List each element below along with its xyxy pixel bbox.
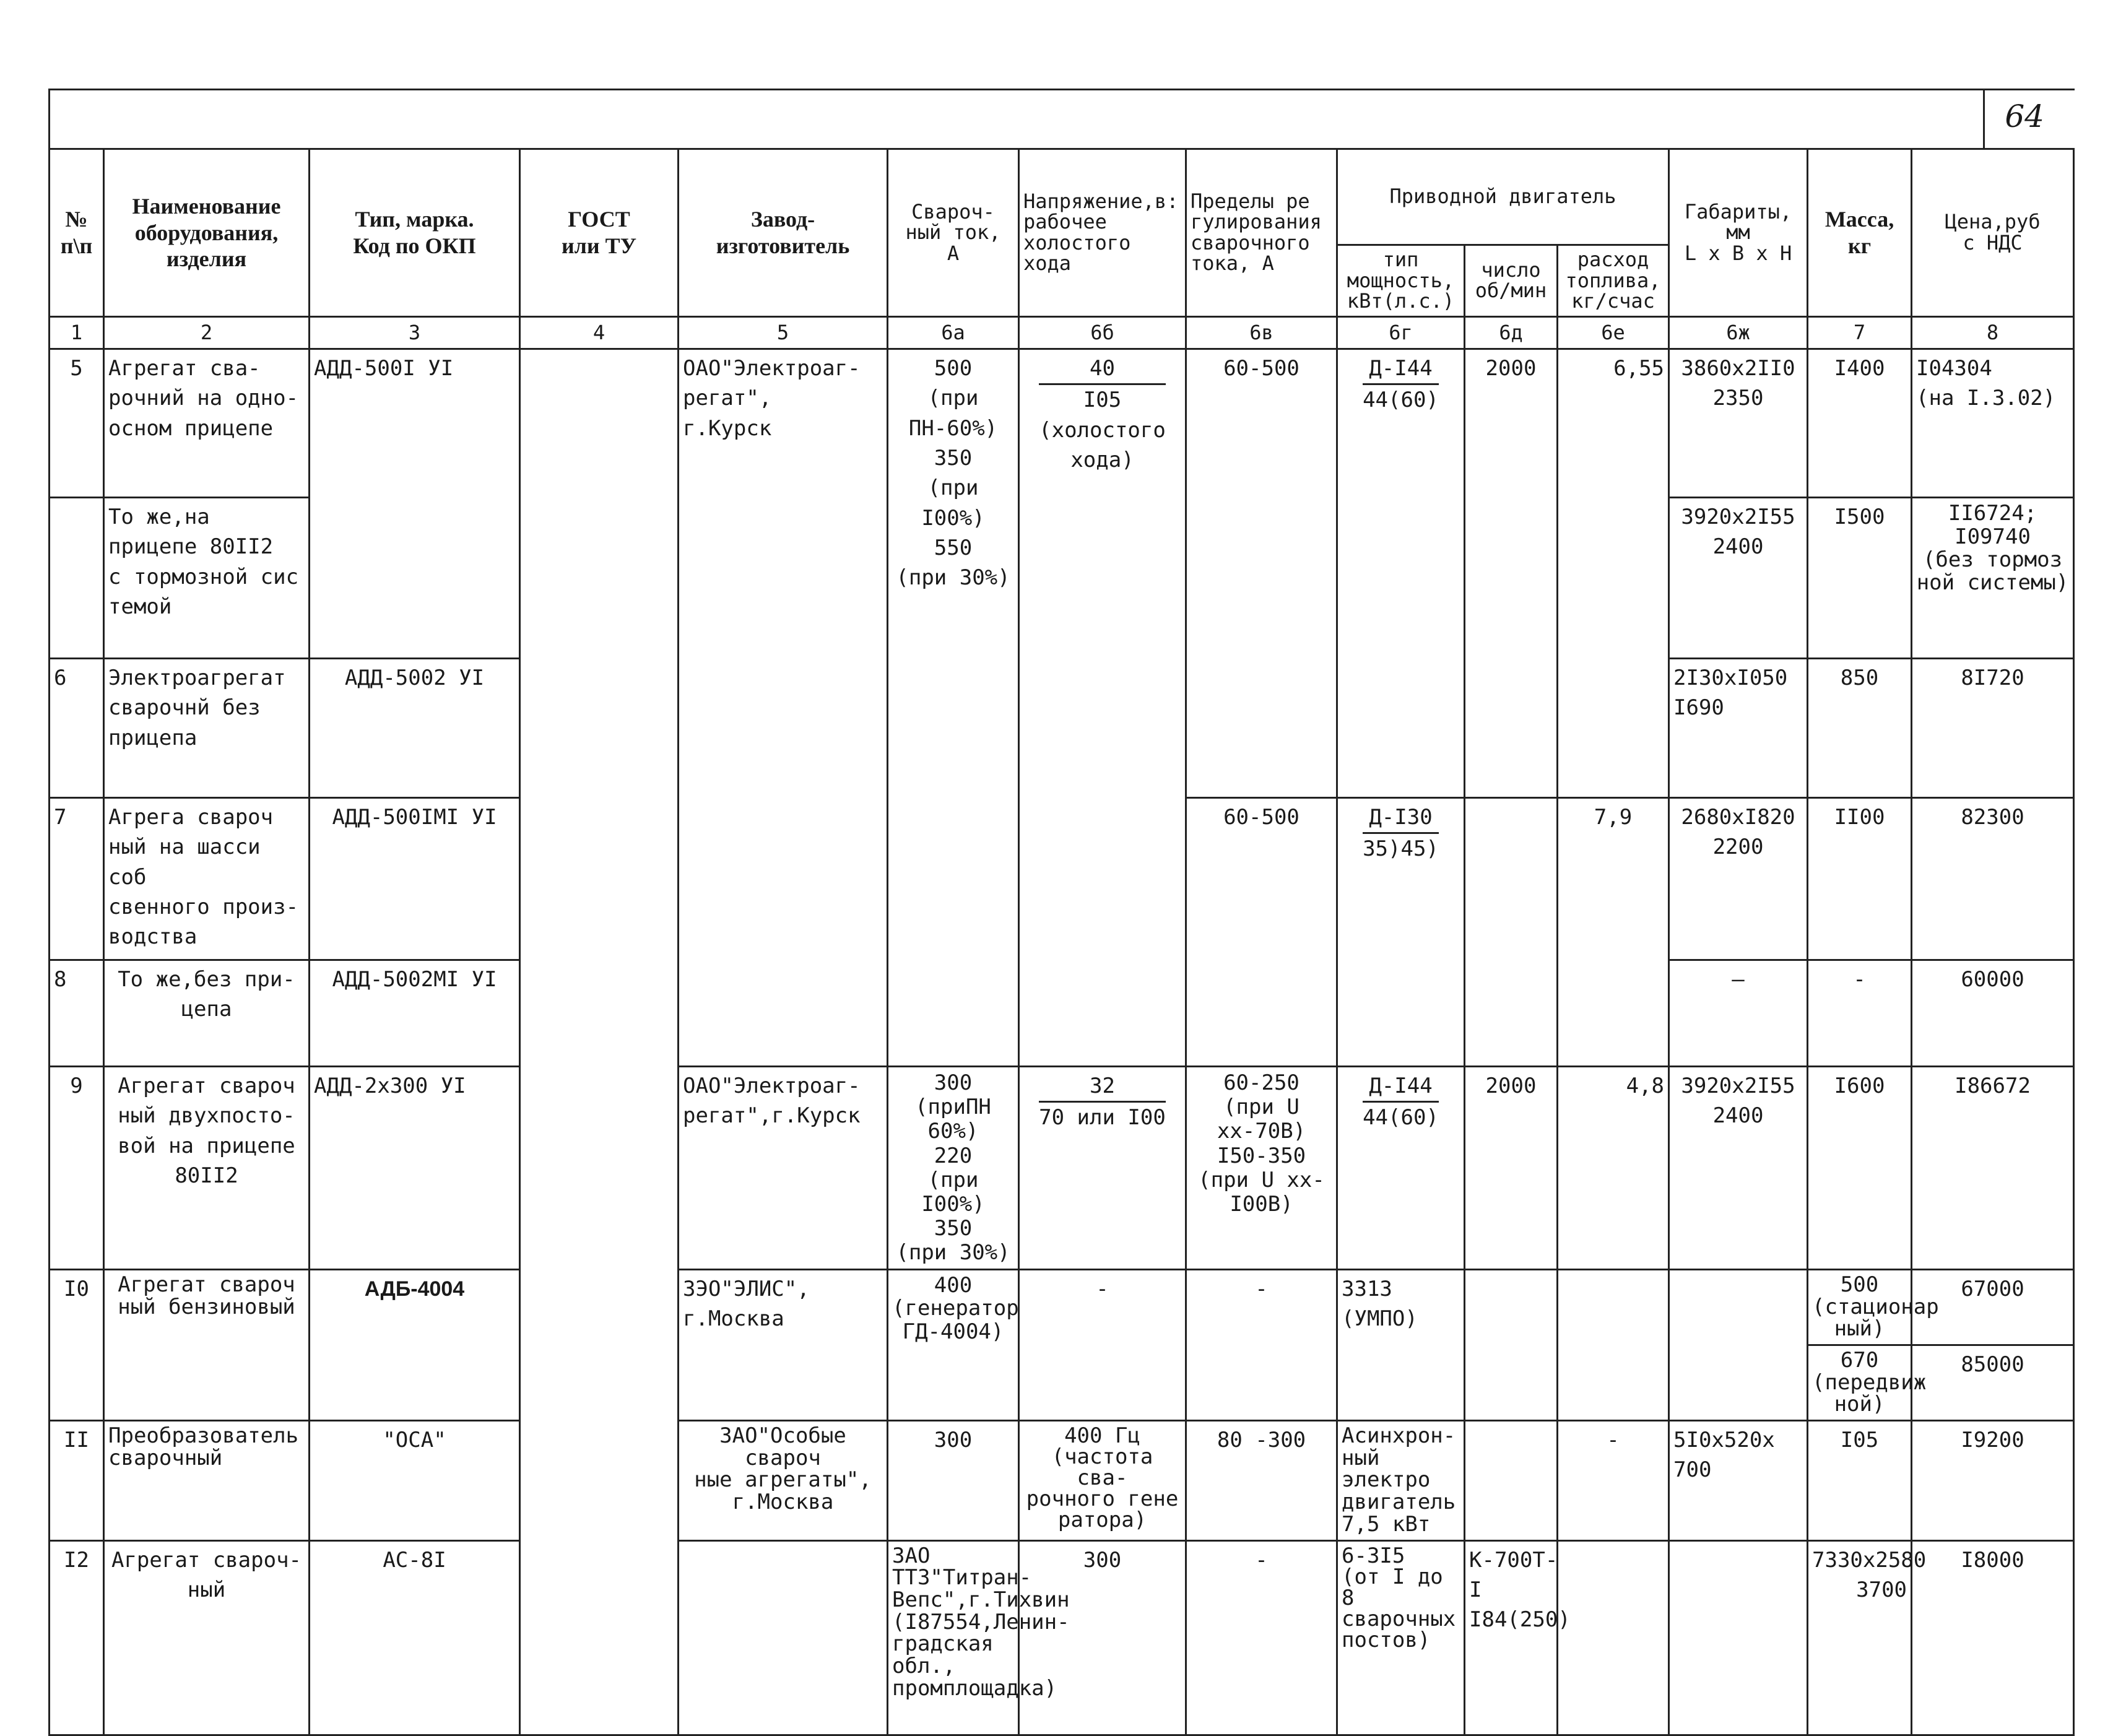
table-row [50,1540,2074,1735]
table-row [50,1067,2074,1270]
colnum: 8 [1912,316,2074,349]
mass: - [1808,960,1912,1067]
welding-current: 400 (генератор ГД-4004) [888,1269,1019,1420]
maker: ОАО"Электроаг- регат", г.Курск [679,349,888,1067]
fuel-consumption: 7,9 [1558,798,1669,1067]
mass: I500 [1808,498,1912,659]
motor: Асинхрон- ный электро двигатель 7,5 кВт [1337,1421,1465,1540]
motor-type: Д-I44 [1363,1071,1439,1103]
voltage-work: 32 [1039,1071,1166,1103]
current-range: 60-500 [1186,798,1337,1067]
motor-rpm [1465,1421,1558,1540]
price: I9200 [1912,1421,2074,1540]
colnum: 5 [679,316,888,349]
price: I04304 (на I.3.02) [1912,349,2074,498]
document-page [48,89,2073,1701]
price: II6724; I09740 (без тормоз ной системы) [1912,498,2074,659]
header-name: Наименование оборудования, изделия [104,149,310,317]
motor-rpm: 2000 [1465,349,1558,798]
voltage [1019,1067,1186,1270]
colnum: 6д [1465,316,1558,349]
header-range: Пределы ре гулирования сварочного тока, А [1186,149,1337,317]
item-type: "ОСА" [310,1421,520,1540]
row-number: 9 [50,1067,104,1270]
colnum: 6в [1186,316,1337,349]
motor [1337,1067,1465,1270]
colnum: 7 [1808,316,1912,349]
header-motor-type: тип мощность, кВт(л.с.) [1337,245,1465,317]
mass: I600 [1808,1067,1912,1270]
price: 85000 [1912,1345,2074,1421]
voltage: - [1019,1269,1186,1420]
header-mass: Масса, кг [1808,149,1912,317]
price: I86672 [1912,1067,2074,1270]
mass: 670 (передвиж ной) [1808,1345,1912,1421]
row-number: 8 [50,960,104,1067]
dimensions [1669,1269,1808,1420]
header-voltage: Напряжение,в: рабочее холостого хода [1019,149,1186,317]
fuel-consumption: 6,55 [1558,349,1669,798]
motor-rpm [1465,798,1558,1067]
colnum: 6ж [1669,316,1808,349]
row-number [50,498,104,659]
header-current: Свароч- ный ток, А [888,149,1019,317]
price: 67000 [1912,1269,2074,1345]
maker: ЗАО ТТЗ"Титран- Вепс",г.Тихвин (I87554,Ленин- градская обл., промплощадка) [888,1540,1019,1735]
welding-current: 500 (при ПН-60%) 350 (при I00%) 550 (при 30%) [888,349,1019,1067]
row-number: II [50,1421,104,1540]
mass: II00 [1808,798,1912,960]
dimensions: 3920x2I55 2400 [1669,498,1808,659]
item-name: Агрегат свароч ный бензиновый [104,1269,310,1420]
item-type: АС-8I [310,1540,520,1735]
page-header-frame [48,89,2075,151]
item-type: АДД-500I УI [310,349,520,659]
motor-power: 44(60) [1363,388,1439,413]
header-price: Цена,руб с НДС [1912,149,2074,317]
mass: I8000 [1912,1540,2074,1735]
item-name: Агрегат свароч ный двухпосто- вой на прицепе 80II2 [104,1067,310,1270]
item-type: АДД-5002 УI [310,659,520,798]
welding-current: 300 (приПН 60%) 220 (при I00%) 350 (при 30%) [888,1067,1019,1270]
mass: I05 [1808,1421,1912,1540]
welding-current: 300 [888,1421,1019,1540]
item-name: Электроагрегат сварочнй без прицепа [104,659,310,798]
motor-type: Д-I30 [1363,802,1439,834]
colnum: 6а [888,316,1019,349]
price: 60000 [1912,960,2074,1067]
welding-current: 300 [1019,1540,1186,1735]
voltage-work: 40 [1039,354,1166,385]
voltage: - [1186,1540,1337,1735]
motor-rpm: 2000 [1465,1067,1558,1270]
current-range: 60-500 [1186,349,1337,798]
column-number-row [50,316,2074,349]
price: 8I720 [1912,659,2074,798]
item-name: Преобразователь сварочный [104,1421,310,1540]
colnum: 1 [50,316,104,349]
item-name: То же,без при- цепа [104,960,310,1067]
item-type: АДД-5002МI УI [310,960,520,1067]
item-name: Агрегат свароч- ный [104,1540,310,1735]
voltage-idle: I05 (холостого хода) [1039,388,1166,473]
mass: 500 (стационар ный) [1808,1269,1912,1345]
fuel-consumption: - [1558,1421,1669,1540]
dimensions: — [1669,960,1808,1067]
colnum: 4 [520,316,679,349]
maker: ЗАО"Особые свароч ные агрегаты", г.Москва [679,1421,888,1540]
voltage [1019,349,1186,1067]
header-dims: Габариты, мм L x B x H [1669,149,1808,317]
maker: ЗЭО"ЭЛИС", г.Москва [679,1269,888,1420]
mass: I400 [1808,349,1912,498]
price: 82300 [1912,798,2074,960]
motor-power: 35)45) [1363,836,1439,862]
table-row [50,349,2074,498]
current-range: - [1186,1269,1337,1420]
colnum: 6г [1337,316,1465,349]
item-name: То же,на прицепе 80II2 с тормозной сис темой [104,498,310,659]
dimensions: 5I0x520x 700 [1669,1421,1808,1540]
colnum: 6б [1019,316,1186,349]
gost-cell [679,1540,888,1735]
dimensions: 7330x2580 3700 [1808,1540,1912,1735]
colnum: 6е [1558,316,1669,349]
equipment-table [48,148,2075,1736]
header-gost: ГОСТ или ТУ [520,149,679,317]
voltage: 400 Гц (частота сва- рочного гене ратора) [1019,1421,1186,1540]
item-type: АДД-500IМI УI [310,798,520,960]
fuel-consumption: 4,8 [1558,1067,1669,1270]
voltage-idle: 70 или I00 [1039,1105,1166,1131]
mass: 850 [1808,659,1912,798]
fuel-consumption [1669,1540,1808,1735]
page-number-divider [1983,89,1985,149]
colnum: 2 [104,316,310,349]
row-number: I0 [50,1269,104,1420]
row-number: 6 [50,659,104,798]
motor [1337,349,1465,798]
header-motor-fuel: расход топлива, кг/счас [1558,245,1669,317]
motor: 3313 (УМПО) [1337,1269,1465,1420]
item-name: Агрега свароч ный на шасси соб свенного произ- водства [104,798,310,960]
motor: К-700Т-I I84(250) [1465,1540,1558,1735]
item-name: Агрегат сва- рочний на одно- осном прицепе [104,349,310,498]
header-maker: Завод- изготовитель [679,149,888,317]
page-number: 64 [2005,98,2044,134]
dimensions: 2I30xI050 I690 [1669,659,1808,798]
colnum: 3 [310,316,520,349]
row-number: I2 [50,1540,104,1735]
table-row [50,1421,2074,1540]
maker: ОАО"Электроаг- регат",г.Курск [679,1067,888,1270]
item-type: АДБ-4004 [310,1269,520,1420]
motor-type: Д-I44 [1363,354,1439,385]
motor-rpm [1558,1540,1669,1735]
table-row [50,1269,2074,1345]
motor-power: 44(60) [1363,1105,1439,1131]
motor [1337,798,1465,1067]
motor-rpm [1465,1269,1558,1420]
dimensions: 2680xI820 2200 [1669,798,1808,960]
fuel-consumption [1558,1269,1669,1420]
header-number: № п\п [50,149,104,317]
dimensions: 3920x2I55 2400 [1669,1067,1808,1270]
current-range: 6-3I5 (от I до 8 сварочных постов) [1337,1540,1465,1735]
header-motor: Приводной двигатель [1337,149,1669,245]
current-range: 80 -300 [1186,1421,1337,1540]
item-type: АДД-2x300 УI [310,1067,520,1270]
current-range: 60-250 (при U хх-70В) I50-350 (при U хх-I00В) [1186,1067,1337,1270]
header-motor-rpm: число об/мин [1465,245,1558,317]
dimensions: 3860x2II0 2350 [1669,349,1808,498]
header-row [50,149,2074,245]
row-number: 7 [50,798,104,960]
gost-cell [520,349,679,1735]
row-number: 5 [50,349,104,498]
header-type: Тип, марка. Код по ОКП [310,149,520,317]
